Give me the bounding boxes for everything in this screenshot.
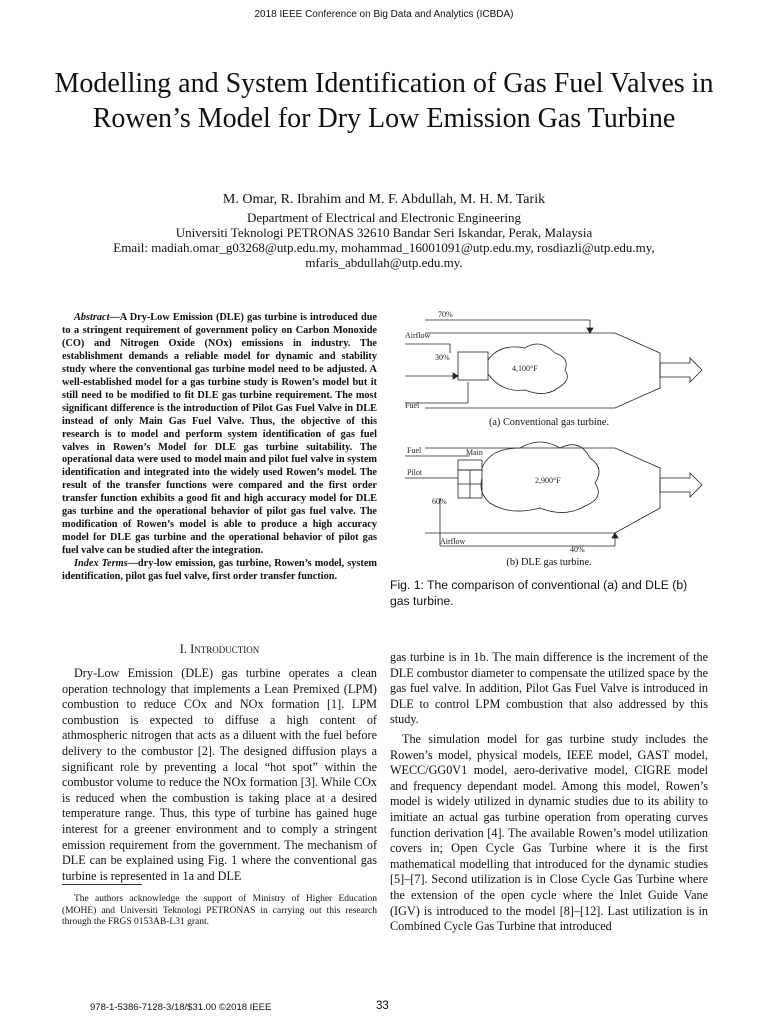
label-b-pilot: Pilot — [407, 468, 423, 477]
diagram-b — [405, 442, 702, 554]
subcaption-b: (b) DLE gas turbine. — [506, 557, 592, 568]
department: Department of Electrical and Electronic Engineering — [247, 210, 521, 225]
label-b-airflow: Airflow — [440, 537, 466, 546]
label-a-30: 30% — [435, 353, 450, 362]
email-line-1: Email: madiah.omar_g03268@utp.edu.my, mohammad_16001091@utp.edu.my, rosdiazli@utp.edu.my, — [113, 240, 655, 255]
label-a-fuel: Fuel — [405, 401, 420, 410]
diagram-a — [405, 310, 702, 410]
label-b-main: Main — [466, 448, 483, 457]
figure-caption: Fig. 1: The comparison of conventional (a) and DLE (b) gas turbine. — [390, 578, 688, 608]
turbine-b-outline — [425, 448, 660, 533]
label-b-40: 40% — [570, 545, 585, 554]
label-b-fuel: Fuel — [407, 446, 422, 455]
intro-paragraph-1: Dry-Low Emission (DLE) gas turbine operates a clean operation technology that implements a Lean Premixed (LPM) combustion to reduce COx and NOx formation [1]. LPM combustion is expected to diffuse a high content of athmospheric nitrogen that acts as a diluent with the fuel before delivery to the combustor [2]. The designed diffusion plays a significant role by preventing a local “hot spot” within the combustor volume to reduce the NOx formation [3]. While COx is reduced when the combustion is taking place at a desired temperature range. Thus, this type of turbine has gained huge interest for a greener environment and to comply a stringent emission requirement from the government. The mechanism of DLE can be explained using Fig. 1 where the conventional gas turbine is represented in 1a and DLE — [62, 666, 377, 883]
footnote-text: The authors acknowledge the support of Ministry of Higher Education (MOHE) and Universiti Teknologi PETRONAS in carrying out this research through the FRGS 0153AB-L31 grant. — [62, 894, 377, 927]
section-heading — [62, 642, 377, 657]
section-title: Introduction — [190, 642, 260, 656]
subcaption-a: (a) Conventional gas turbine. — [488, 417, 610, 428]
paper-title: Modelling and System Identification of Gas Fuel Valves in Rowen’s Model for Dry Low Emission Gas Turbine — [54, 68, 714, 134]
right-column-body — [390, 650, 708, 935]
abstract — [62, 312, 377, 584]
turbine-a-outline — [425, 333, 660, 408]
label-a-airflow: Airflow — [405, 331, 431, 340]
intro-paragraph-1-continued: gas turbine is in 1b. The main difference is the increment of the DLE combustor diameter to compensate the utilized space by the gas fuel valve. In addition, Pilot Gas Fuel Valve is introduced in DLE to control LPM combustion that also addressed by this study. — [390, 650, 708, 727]
isbn-footer: 978-1-5386-7128-3/18/$31.00 ©2018 IEEE — [90, 1002, 272, 1013]
index-terms-text: —dry-low emission, gas turbine, Rowen’s model, system identification, pilot gas fuel valve, first order transfer function. — [62, 558, 377, 583]
label-b-60: 60% — [432, 497, 447, 506]
email-line-2: mfaris_abdullah@utp.edu.my. — [305, 255, 463, 270]
footnote — [62, 894, 377, 929]
author-block — [20, 192, 748, 270]
authors: M. Omar, R. Ibrahim and M. F. Abdullah, M. H. M. Tarik — [222, 192, 546, 207]
footnote-rule — [62, 884, 142, 885]
abstract-text: A Dry-Low Emission (DLE) gas turbine is introduced due to a stringent requirement of government policy on Carbon Monoxide (CO) and Nitrogen Oxide (NOx) emissions in industry. The establishment demands a reliable model for dynamic and stability study where the conventional gas turbine model need to be adjusted. A well-established model for a gas turbine study is Rowen’s model but it still need to be modified to fit DLE gas turbine requirement. The most significant difference is the introduction of Pilot Gas Fuel Valve in DLE instead of only Main Gas Fuel Valve. Thus, the objective of this research is to model and perform system identification of gas fuel valves in Rowen’s Model for DLE gas turbine suitability. The operational data were used to model main and pilot fuel valve in system identification and integrated into the widely used Rowen’s model. The result of the transfer functions were compared and the first order transfer function exhibits a good fit and high accuracy model for DLE gas turbine and the operational behavior of pilot gas fuel valve. The modification of Rowen’s model is able to produce a high accuracy model for DLE gas turbine and the operational behavior of pilot gas fuel valve can be studied after the integration. — [62, 312, 377, 557]
label-a-temp: 4,100°F — [512, 364, 538, 373]
label-b-temp: 2,900°F — [535, 476, 561, 485]
label-a-70: 70% — [438, 310, 453, 319]
intro-paragraph-2: The simulation model for gas turbine study includes the Rowen’s model, physical models, IEEE model, GAST model, WECC/GG0V1 model, aero-derivative model, CIGRE model and frequency dependant model. Among this model, Rowen’s model is widely utilized in dynamic studies due to its ability to imitiate an actual gas turbine operation from operating curves function derivation [4]. The available Rowen’s model utilization covers in; Open Cycle Gas Turbine where it is the first mathematical modelling that introduced for the dynamic studies [5]–[7]. Second utilization is in Close Cycle Gas Turbine where the extension of the open cycle where the Inlet Guide Vane (IGV) is introduced to the model [8]–[12]. Last utilization is in Combined Cycle Gas Turbine that introduced — [390, 731, 708, 934]
left-column-body — [62, 666, 377, 884]
abstract-label: Abstract— — [74, 312, 120, 323]
conference-header: 2018 IEEE Conference on Big Data and Analytics (ICBDA) — [254, 9, 514, 20]
figure-1-diagram — [390, 308, 708, 578]
page-number: 33 — [376, 1000, 389, 1012]
section-number: I. — [179, 642, 187, 656]
index-terms-label: Index Terms — [74, 558, 128, 570]
university: Universiti Teknologi PETRONAS 32610 Bandar Seri Iskandar, Perak, Malaysia — [175, 225, 593, 240]
